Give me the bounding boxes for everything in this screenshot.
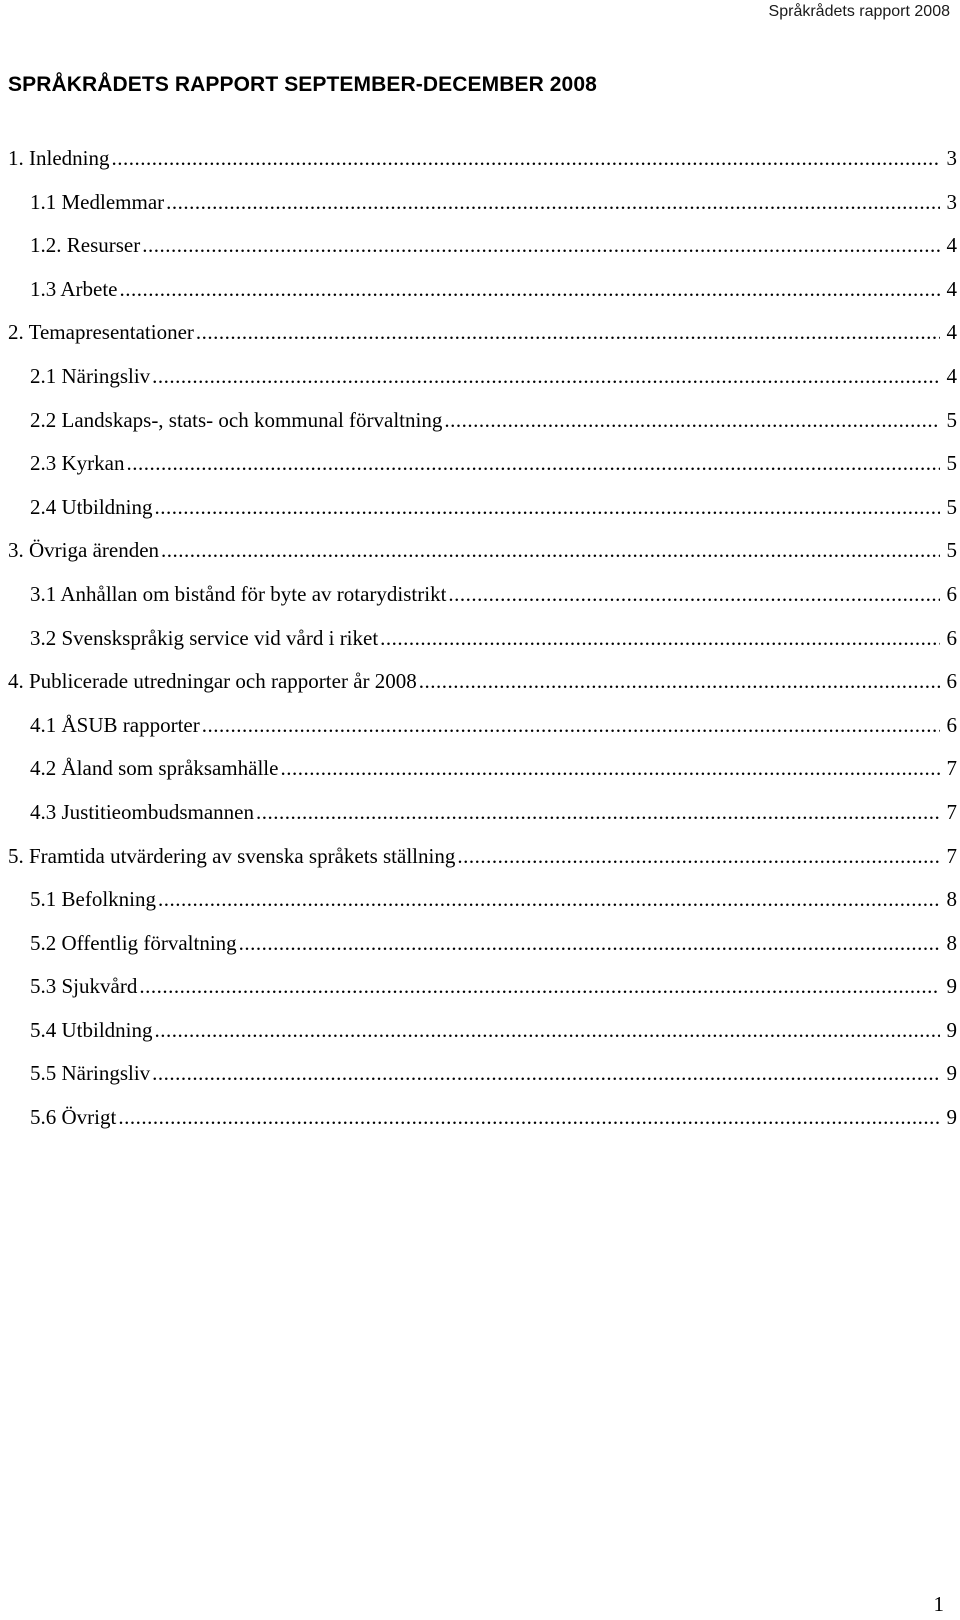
toc-entry[interactable] bbox=[8, 143, 957, 187]
toc-entry-label: 4.3 Justitieombudsmannen bbox=[30, 799, 254, 824]
toc-entry[interactable] bbox=[8, 1015, 957, 1059]
toc-entry-label: 2.2 Landskaps-, stats- och kommunal förvaltning bbox=[30, 407, 443, 432]
toc-entry-label: 4.2 Åland som språksamhälle bbox=[30, 756, 279, 781]
toc-entry[interactable] bbox=[8, 361, 957, 405]
toc-entry[interactable] bbox=[8, 623, 957, 667]
toc-dot-leader bbox=[158, 884, 940, 914]
toc-dot-leader bbox=[444, 405, 940, 435]
toc-entry[interactable] bbox=[8, 841, 957, 885]
toc-dot-leader bbox=[380, 623, 940, 653]
toc-entry-label: 5.6 Övrigt bbox=[30, 1105, 117, 1130]
toc-dot-leader bbox=[166, 187, 940, 217]
toc-entry-label: 5.3 Sjukvård bbox=[30, 974, 138, 999]
toc-entry-label: 5.4 Utbildning bbox=[30, 1017, 153, 1042]
toc-dot-leader bbox=[152, 361, 940, 391]
toc-entry[interactable] bbox=[8, 274, 957, 318]
toc-entry-label: 5. Framtida utvärdering av svenska språkets ställning bbox=[8, 843, 456, 868]
toc-entry-page-number: 6 bbox=[946, 669, 957, 694]
toc-entry-label: 2.4 Utbildning bbox=[30, 494, 153, 519]
toc-entry-label: 4.1 ÅSUB rapporter bbox=[30, 712, 200, 737]
toc-dot-leader bbox=[139, 971, 940, 1001]
toc-entry[interactable] bbox=[8, 405, 957, 449]
toc-entry-label: 3.1 Anhållan om bistånd för byte av rotarydistrikt bbox=[30, 581, 447, 606]
toc-dot-leader bbox=[126, 448, 940, 478]
toc-entry[interactable] bbox=[8, 579, 957, 623]
toc-entry[interactable] bbox=[8, 753, 957, 797]
document-title: SPRÅKRÅDETS RAPPORT SEPTEMBER-DECEMBER 2008 bbox=[8, 73, 597, 96]
toc-dot-leader bbox=[118, 1102, 940, 1132]
toc-entry[interactable] bbox=[8, 797, 957, 841]
toc-dot-leader bbox=[155, 1015, 940, 1045]
toc-dot-leader bbox=[457, 841, 940, 871]
toc-entry[interactable] bbox=[8, 666, 957, 710]
toc-entry-page-number: 3 bbox=[946, 146, 957, 170]
running-header: Språkrådets rapport 2008 bbox=[768, 3, 950, 20]
toc-entry-page-number: 7 bbox=[946, 799, 957, 824]
toc-entry-page-number: 6 bbox=[946, 581, 957, 606]
toc-entry-page-number: 6 bbox=[946, 712, 957, 737]
toc-entry-page-number: 5 bbox=[946, 407, 957, 432]
toc-entry[interactable] bbox=[8, 710, 957, 754]
toc-entry-page-number: 6 bbox=[946, 625, 957, 650]
toc-entry-label: 5.1 Befolkning bbox=[30, 887, 156, 912]
table-of-contents bbox=[8, 143, 957, 1146]
toc-entry[interactable] bbox=[8, 535, 957, 579]
toc-entry-label: 1.1 Medlemmar bbox=[30, 189, 165, 214]
toc-entry-page-number: 4 bbox=[946, 233, 957, 258]
toc-entry[interactable] bbox=[8, 971, 957, 1015]
toc-entry-page-number: 8 bbox=[946, 930, 957, 955]
toc-dot-leader bbox=[196, 317, 940, 347]
toc-entry-page-number: 8 bbox=[946, 887, 957, 912]
toc-entry-page-number: 4 bbox=[946, 276, 957, 301]
toc-entry[interactable] bbox=[8, 448, 957, 492]
toc-dot-leader bbox=[152, 1058, 940, 1088]
toc-entry-label: 3.2 Svenskspråkig service vid vård i riket bbox=[30, 625, 379, 650]
toc-entry-label: 1.2. Resurser bbox=[30, 233, 141, 258]
toc-dot-leader bbox=[256, 797, 940, 827]
toc-entry-page-number: 9 bbox=[946, 1061, 957, 1086]
toc-dot-leader bbox=[155, 492, 940, 522]
toc-entry-page-number: 9 bbox=[946, 1105, 957, 1130]
toc-entry-label: 2. Temapresentationer bbox=[8, 320, 194, 345]
toc-entry-page-number: 4 bbox=[946, 320, 957, 345]
toc-entry-page-number: 3 bbox=[946, 189, 957, 214]
toc-entry-page-number: 4 bbox=[946, 363, 957, 388]
toc-entry[interactable] bbox=[8, 187, 957, 231]
toc-entry-page-number: 5 bbox=[946, 494, 957, 519]
toc-dot-leader bbox=[119, 274, 940, 304]
toc-entry[interactable] bbox=[8, 928, 957, 972]
toc-entry-page-number: 5 bbox=[946, 538, 957, 563]
toc-entry[interactable] bbox=[8, 230, 957, 274]
toc-entry-label: 2.3 Kyrkan bbox=[30, 451, 125, 476]
toc-entry-label: 4. Publicerade utredningar och rapporter år 2008 bbox=[8, 669, 417, 694]
toc-dot-leader bbox=[419, 666, 940, 696]
toc-dot-leader bbox=[111, 143, 940, 173]
toc-entry[interactable] bbox=[8, 1102, 957, 1146]
toc-entry-label: 5.2 Offentlig förvaltning bbox=[30, 930, 237, 955]
toc-entry-label: 3. Övriga ärenden bbox=[8, 538, 160, 563]
toc-entry-page-number: 5 bbox=[946, 451, 957, 476]
toc-entry-label: 1. Inledning bbox=[8, 146, 110, 170]
toc-entry-page-number: 7 bbox=[946, 756, 957, 781]
toc-dot-leader bbox=[142, 230, 940, 260]
toc-entry-label: 5.5 Näringsliv bbox=[30, 1061, 151, 1086]
toc-entry[interactable] bbox=[8, 317, 957, 361]
toc-entry-page-number: 9 bbox=[946, 974, 957, 999]
toc-entry-page-number: 7 bbox=[946, 843, 957, 868]
toc-dot-leader bbox=[239, 928, 940, 958]
page-number: 1 bbox=[933, 1592, 944, 1616]
toc-dot-leader bbox=[161, 535, 940, 565]
toc-dot-leader bbox=[280, 753, 940, 783]
toc-entry[interactable] bbox=[8, 492, 957, 536]
toc-dot-leader bbox=[448, 579, 940, 609]
toc-entry[interactable] bbox=[8, 1058, 957, 1102]
toc-entry-label: 1.3 Arbete bbox=[30, 276, 118, 301]
toc-entry[interactable] bbox=[8, 884, 957, 928]
toc-entry-label: 2.1 Näringsliv bbox=[30, 363, 151, 388]
toc-dot-leader bbox=[202, 710, 940, 740]
toc-entry-page-number: 9 bbox=[946, 1017, 957, 1042]
